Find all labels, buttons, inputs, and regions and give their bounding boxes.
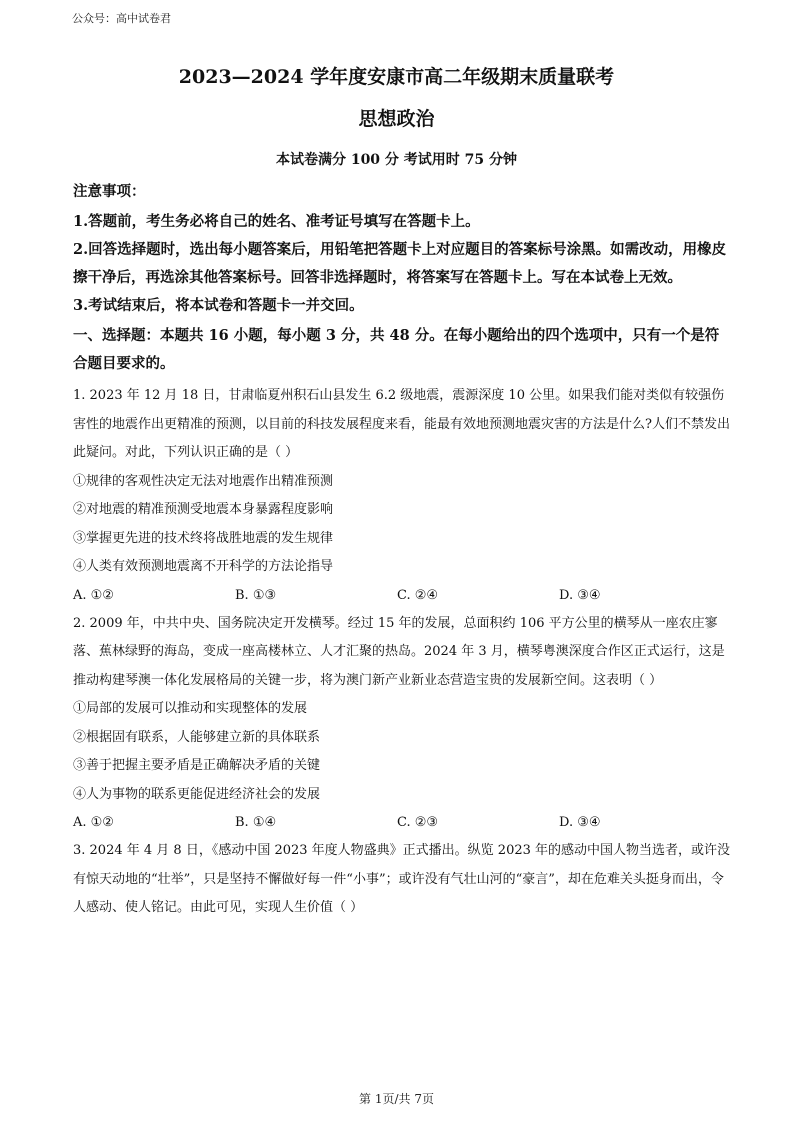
question-2-statement: ①局部的发展可以推动和实现整体的发展	[73, 701, 308, 716]
exam-subject: 思想政治	[358, 108, 435, 130]
question-2-statement: ③善于把握主要矛盾是正确解决矛盾的关键	[73, 758, 321, 773]
question-2-options	[73, 809, 733, 837]
option-d: D. ③④	[559, 815, 601, 830]
notice-item-3: 3.考试结束后，将本试卷和答题卡一并交回。	[73, 297, 364, 314]
question-3-stem: 3. 2024 年 4 月 8 日，《感动中国 2023 年度人物盛典》正式播出。纵览 2023 年的感动中国人物当选者，或许没有惊天动地的“壮举”，只是坚持不懈做好每一件“小事”；或许没有气壮山河的“豪言”，却在危难关头挺身而出，令人感动、使人铭记。由此可见，实现人生价值（ ）	[73, 843, 731, 915]
question-1-stem: 1. 2023 年 12 月 18 日，甘肃临夏州积石山县发生 6.2 级地震，震源深度 10 公里。如果我们能对类似有较强伤害性的地震作出更精准的预测，以目前的科技发展程度来看，能最有效地预测地震灾害的方法是什么?人们不禁发出此疑问。对此，下列认识正确的是（ ）	[73, 388, 730, 460]
question-1-statement: ②对地震的精准预测受地震本身暴露程度影响	[73, 502, 334, 517]
exam-title: 2023—2024 学年度安康市高二年级期末质量联考	[178, 66, 615, 88]
option-b: B. ①④	[235, 815, 277, 830]
option-b: B. ①③	[235, 587, 277, 603]
page-footer-number: 第 1页/共 7页	[359, 1092, 434, 1106]
notice-item-1: 1.答题前，考生务必将自己的姓名、准考证号填写在答题卡上。	[73, 213, 480, 230]
notice-title: 注意事项：	[73, 183, 146, 200]
question-2-statement: ④人为事物的联系更能促进经济社会的发展	[73, 786, 321, 802]
notice-item-2: 2.回答选择题时，选出每小题答案后，用铅笔把答题卡上对应题目的答案标号涂黑。如需改动，用橡皮擦干净后，再选涂其他答案标号。回答非选择题时，将答案写在答题卡上。写在本试卷上无效。	[73, 241, 727, 286]
page-content	[73, 178, 733, 923]
section-heading: 一、选择题：本题共 16 小题，每小题 3 分，共 48 分。在每小题给出的四个选项中，只有一个是符合题目要求的。	[73, 327, 720, 372]
exam-info: 本试卷满分 100 分 考试用时 75 分钟	[275, 152, 518, 168]
option-d: D. ③④	[559, 587, 601, 603]
option-c: C. ②④	[397, 587, 439, 603]
option-c: C. ②③	[397, 815, 439, 830]
question-2-statement: ②根据固有联系，人能够建立新的具体联系	[73, 729, 321, 745]
page-header-watermark: 公众号：高中试卷君	[72, 12, 171, 25]
question-1-options	[73, 582, 733, 610]
question-2-stem: 2. 2009 年，中共中央、国务院决定开发横琴。经过 15 年的发展，总面积约 106 平方公里的横琴从一座农庄寥落、蕉林绿野的海岛，变成一座高楼林立、人才汇聚的热岛。2024 年 3 月，横琴粤澳深度合作区正式运行，这是推动构建琴澳一体化发展格局的关键一步，将为澳门新产业新业态营造宝贵的发展新空间。这表明（ ）	[73, 615, 725, 688]
question-1-statement: ③掌握更先进的技术终将战胜地震的发生规律	[73, 530, 334, 546]
option-a: A. ①②	[73, 815, 114, 830]
question-1-statement: ④人类有效预测地震离不开科学的方法论指导	[73, 559, 334, 574]
option-a: A. ①②	[73, 587, 114, 603]
question-1-statement: ①规律的客观性决定无法对地震作出精准预测	[73, 473, 334, 489]
